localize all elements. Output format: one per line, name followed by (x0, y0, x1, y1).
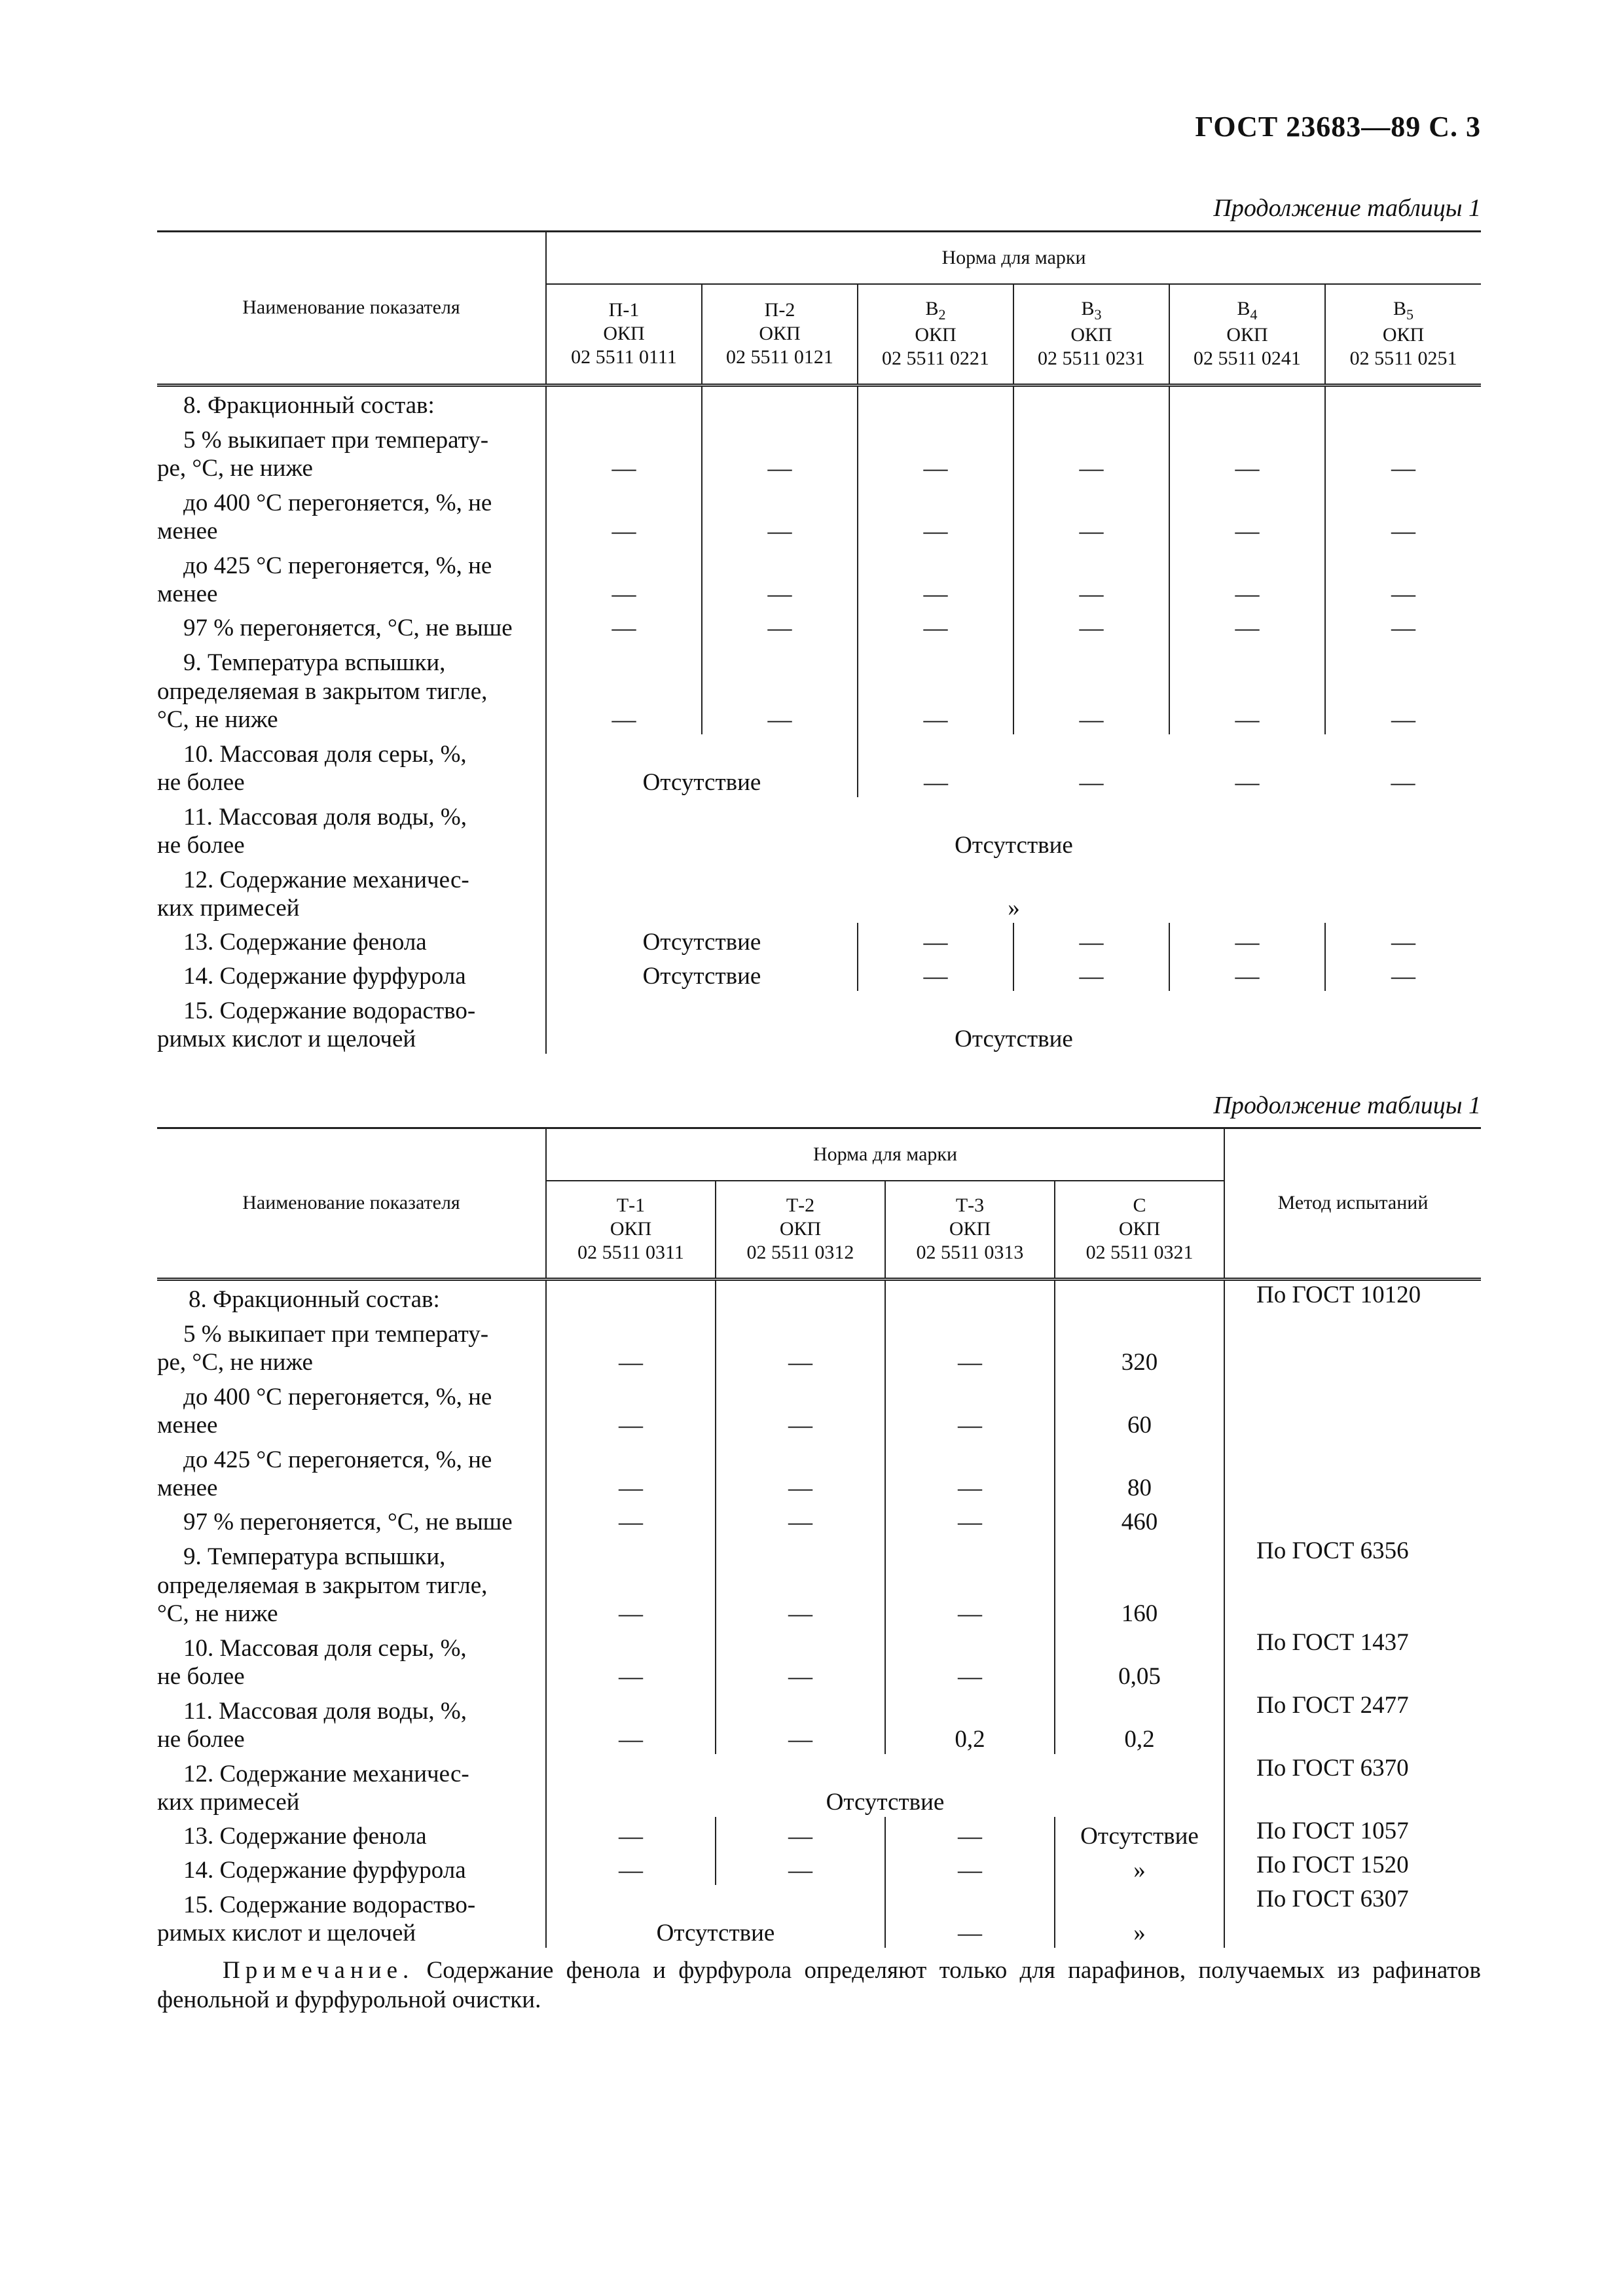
row-label: 13. Содержание фенола (183, 929, 427, 956)
row-label: до 400 °С перегоняется, %, не менее (157, 489, 492, 545)
cell-value: — (1325, 483, 1481, 546)
cell-value: Отсутствие (1055, 1817, 1224, 1851)
table-row (157, 1377, 1481, 1440)
cell-value: — (1169, 643, 1325, 734)
table-row (157, 734, 1481, 797)
table1-grade-p1: П-1 ОКП 02 5511 0111 (546, 284, 702, 385)
row-label: 8. Фракционный состав: (189, 1286, 440, 1314)
method-cell: По ГОСТ 1437 (1224, 1628, 1481, 1691)
cell-value: 60 (1055, 1377, 1224, 1440)
method-cell: По ГОСТ 2477 (1224, 1691, 1481, 1754)
table-row (157, 797, 1481, 860)
cell-value: — (858, 609, 1013, 643)
table-row (157, 957, 1481, 991)
table-row (157, 609, 1481, 643)
cell-value: Отсутствие (546, 1885, 885, 1948)
cell-value: — (1391, 769, 1415, 797)
note-text: Содержание фенола и фурфурола определяют только для парафинов, получаемых из рафинатов фенольной и фурфурольной очистки. (157, 1957, 1481, 2014)
cell-value: — (1325, 643, 1481, 734)
row-label: 9. Температура вспышки, определяемая в закрытом тигле, °С, не ниже (157, 649, 488, 734)
cell-value: — (1325, 420, 1481, 483)
cell-value: — (885, 1503, 1055, 1537)
row-label: 15. Содержание водораство- римых кислот и щелочей (157, 1891, 476, 1947)
table2-col-name-header: Наименование показателя (157, 1128, 546, 1280)
table-row (157, 1628, 1481, 1691)
cell-value: — (1235, 769, 1260, 797)
cell-value: — (716, 1817, 885, 1851)
method-cell: По ГОСТ 10120 (1224, 1279, 1481, 1314)
cell-value: — (546, 1628, 716, 1691)
cell-value: — (716, 1503, 885, 1537)
cell-value: — (702, 546, 858, 609)
cell-value: 460 (1055, 1503, 1224, 1537)
row-label: 13. Содержание фенола (183, 1823, 427, 1850)
cell-value: — (858, 643, 1013, 734)
table-row (157, 1537, 1481, 1628)
table2-grade-t3: Т-3 ОКП 02 5511 0313 (885, 1181, 1055, 1279)
table2-method-header: Метод испытаний (1224, 1128, 1481, 1280)
cell-value: — (885, 1628, 1055, 1691)
row-label: 11. Массовая доля воды, %, не более (157, 803, 467, 859)
method-cell: По ГОСТ 6356 (1224, 1537, 1481, 1628)
row-label: 97 % перегоняется, °С, не выше (183, 1509, 513, 1536)
method-cell: По ГОСТ 1057 (1224, 1817, 1481, 1851)
cell-value: 0,2 (1055, 1691, 1224, 1754)
cell-value: — (702, 609, 858, 643)
table2-caption: Продолжение таблицы 1 (1213, 1092, 1481, 1119)
table-row (157, 643, 1481, 734)
cell-value: 0,05 (1055, 1628, 1224, 1691)
cell-value: — (702, 643, 858, 734)
row-label: 8. Фракционный состав: (183, 392, 435, 420)
cell-value: — (1013, 420, 1169, 483)
cell-value: — (885, 1377, 1055, 1440)
table1-grade-b3: $В_3$ ОКП 02 5511 0231 (1013, 284, 1169, 385)
cell-value: — (1013, 483, 1169, 546)
cell-value: — (546, 643, 702, 734)
row-label: 97 % перегоняется, °С, не выше (183, 615, 513, 642)
table2-group-header: Норма для марки (546, 1128, 1224, 1181)
cell-value: — (858, 483, 1013, 546)
table-row (157, 991, 1481, 1054)
table-row (157, 420, 1481, 483)
cell-value: — (546, 1851, 716, 1885)
cell-value: » (1055, 1885, 1224, 1948)
row-label: 10. Массовая доля серы, %, не более (157, 1634, 467, 1691)
table1-grade-p2: П-2 ОКП 02 5511 0121 (702, 284, 858, 385)
row-label: 15. Содержание водораство- римых кислот и щелочей (157, 997, 476, 1053)
cell-value: 80 (1055, 1440, 1224, 1503)
cell-value: — (1013, 546, 1169, 609)
row-label: 14. Содержание фурфурола (183, 1857, 466, 1884)
table-row (157, 1754, 1481, 1817)
row-label: 5 % выкипает при температу- ре, °С, не ниже (157, 426, 489, 482)
row-label: 12. Содержание механичес- ких примесей (157, 866, 469, 922)
row-label: 14. Содержание фурфурола (183, 963, 466, 990)
table2-grade-c: С ОКП 02 5511 0321 (1055, 1181, 1224, 1279)
cell-value: — (1169, 609, 1325, 643)
cell-value: — (1013, 957, 1169, 991)
cell-value: — (885, 1851, 1055, 1885)
cell-value: — (546, 483, 702, 546)
cell-value: Отсутствие (546, 991, 1481, 1054)
cell-value: — (546, 420, 702, 483)
table-row (157, 1440, 1481, 1503)
cell-value: — (858, 420, 1013, 483)
table-row (157, 923, 1481, 957)
table1-grade-b4: $В_4$ ОКП 02 5511 0241 (1169, 284, 1325, 385)
cell-value: 0,2 (885, 1691, 1055, 1754)
method-cell: По ГОСТ 6307 (1224, 1885, 1481, 1948)
method-cell: По ГОСТ 6370 (1224, 1754, 1481, 1817)
cell-value: — (716, 1691, 885, 1754)
table1 (157, 230, 1481, 1054)
cell-value: — (858, 957, 1013, 991)
table2-grade-t2: Т-2 ОКП 02 5511 0312 (716, 1181, 885, 1279)
cell-value: — (546, 1503, 716, 1537)
cell-value: — (1169, 420, 1325, 483)
cell-value: — (1079, 769, 1104, 797)
table-row (157, 1503, 1481, 1537)
cell-value: — (885, 1817, 1055, 1851)
table-row (157, 1851, 1481, 1885)
cell-value: — (702, 483, 858, 546)
note-label: Примечание. (223, 1957, 414, 1984)
cell-value: — (1169, 546, 1325, 609)
cell-value: — (858, 546, 1013, 609)
table2-grade-t1: Т-1 ОКП 02 5511 0311 (546, 1181, 716, 1279)
cell-value: — (858, 734, 1013, 797)
row-label: 9. Температура вспышки, определяемая в закрытом тигле, °С, не ниже (157, 1543, 488, 1628)
cell-value: — (885, 1314, 1055, 1377)
row-label: 10. Массовая доля серы, %, не более (157, 740, 467, 797)
cell-value: 320 (1055, 1314, 1224, 1377)
cell-value: — (885, 1440, 1055, 1503)
cell-value: — (716, 1851, 885, 1885)
cell-value: — (1013, 643, 1169, 734)
table1-grade-b5: $В_5$ ОКП 02 5511 0251 (1325, 284, 1481, 385)
cell-value: Отсутствие (546, 1754, 1224, 1817)
row-label: до 425 °С перегоняется, %, не менее (157, 552, 492, 608)
row-label: до 425 °С перегоняется, %, не менее (157, 1446, 492, 1502)
row-label: 5 % выкипает при температу- ре, °С, не ниже (157, 1320, 489, 1376)
page-header: ГОСТ 23683—89 С. 3 (1195, 111, 1481, 143)
cell-value: — (1013, 923, 1169, 957)
table-row (157, 1817, 1481, 1851)
row-label: 11. Массовая доля воды, %, не более (157, 1697, 467, 1753)
table-row (157, 1691, 1481, 1754)
cell-value: — (1325, 923, 1481, 957)
cell-value: Отсутствие (546, 734, 858, 797)
cell-value: — (546, 609, 702, 643)
cell-value: — (546, 1691, 716, 1754)
cell-value: — (546, 1537, 716, 1628)
cell-value: — (716, 1537, 885, 1628)
cell-value: — (1169, 957, 1325, 991)
cell-value: — (1325, 957, 1481, 991)
cell-value: » (1055, 1851, 1224, 1885)
row-label: 12. Содержание механичес- ких примесей (157, 1760, 469, 1816)
table-row (157, 546, 1481, 609)
cell-value: — (716, 1377, 885, 1440)
cell-value: — (716, 1628, 885, 1691)
cell-value: — (546, 1440, 716, 1503)
cell-value: — (546, 1377, 716, 1440)
cell-value: Отсутствие (546, 957, 858, 991)
table2 (157, 1127, 1481, 1948)
cell-value: — (546, 1817, 716, 1851)
cell-value: — (1325, 546, 1481, 609)
table-note (157, 1956, 1481, 2015)
table1-grade-b2: $В_2$ ОКП 02 5511 0221 (858, 284, 1013, 385)
table1-group-header: Норма для марки (546, 232, 1481, 285)
cell-value: — (546, 546, 702, 609)
table-row (157, 483, 1481, 546)
cell-value: 160 (1055, 1537, 1224, 1628)
table-row (157, 1885, 1481, 1948)
cell-value: — (1169, 923, 1325, 957)
table1-caption: Продолжение таблицы 1 (1213, 194, 1481, 222)
cell-value: — (1169, 483, 1325, 546)
cell-value: — (716, 1314, 885, 1377)
cell-value: » (546, 860, 1481, 923)
cell-value: — (716, 1440, 885, 1503)
table-row (157, 1279, 1481, 1314)
cell-value: — (1013, 609, 1169, 643)
cell-value: — (1325, 609, 1481, 643)
cell-value: Отсутствие (546, 797, 1481, 860)
cell-value: — (858, 923, 1013, 957)
cell-value: — (885, 1537, 1055, 1628)
table-row (157, 1314, 1481, 1377)
cell-value: Отсутствие (546, 923, 858, 957)
table1-col-name-header: Наименование показателя (157, 232, 546, 386)
method-cell: По ГОСТ 1520 (1224, 1851, 1481, 1885)
table-row (157, 860, 1481, 923)
row-label: до 400 °С перегоняется, %, не менее (157, 1383, 492, 1439)
cell-value: — (702, 420, 858, 483)
cell-value: — (546, 1314, 716, 1377)
table-row (157, 385, 1481, 420)
cell-value: — (885, 1885, 1055, 1948)
